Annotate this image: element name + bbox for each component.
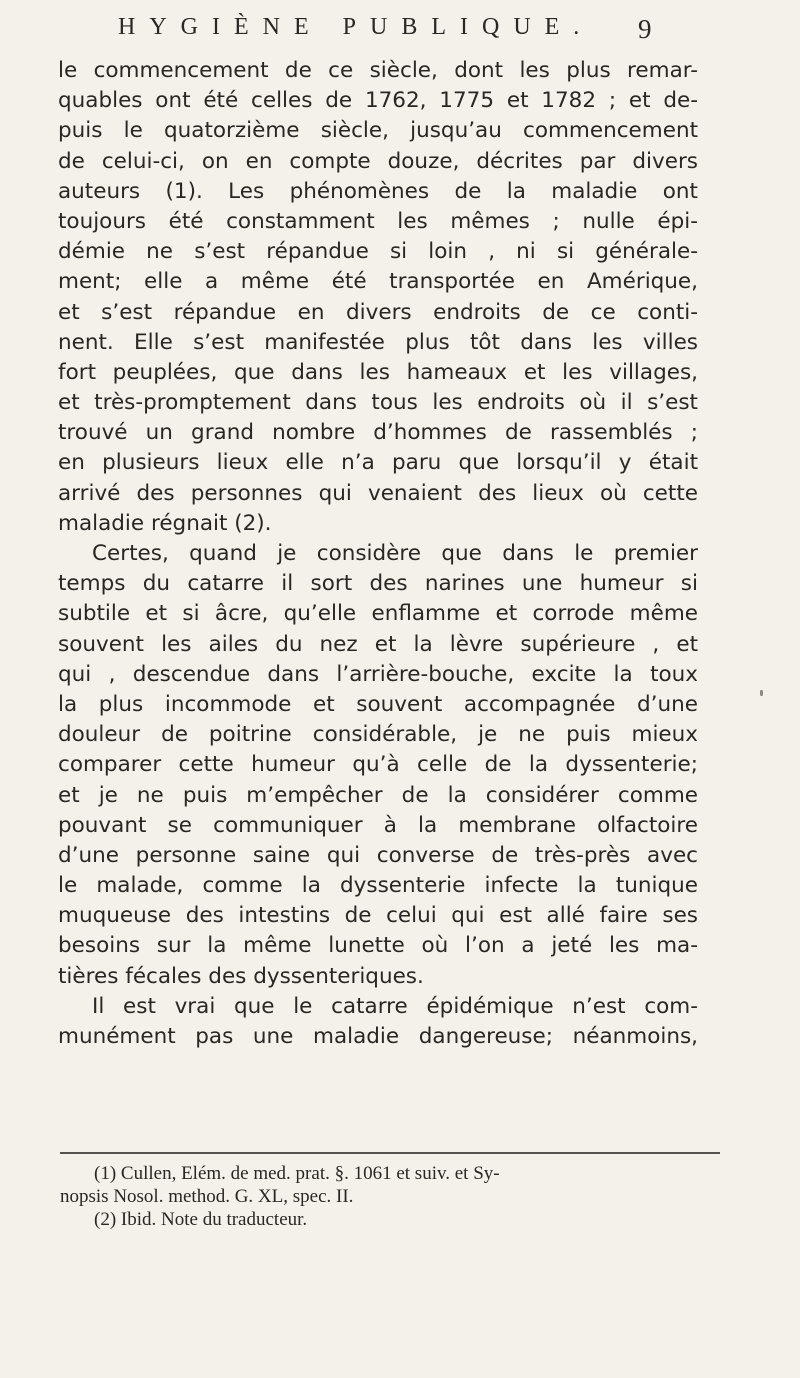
- text-line: comparer cette humeur qu’à celle de la dyssenterie;: [58, 752, 698, 778]
- running-title: HYGIÈNE PUBLIQUE.: [118, 14, 594, 40]
- text-line: de celui-ci, on en compte douze, décrites par divers: [58, 148, 698, 174]
- text-line: et s’est répandue en divers endroits de ce conti-: [58, 299, 698, 325]
- text-line: tières fécales des dyssenteriques.: [58, 963, 424, 989]
- text-line: quables ont été celles de 1762, 1775 et 1782 ; et de-: [58, 88, 698, 114]
- text-line: douleur de poitrine considérable, je ne puis mieux: [58, 722, 698, 748]
- text-line: Il est vrai que le catarre épidémique n’est com-: [92, 993, 698, 1019]
- text-line: trouvé un grand nombre d’hommes de rassemblés ;: [58, 420, 698, 446]
- text-line: puis le quatorzième siècle, jusqu’au commencement: [58, 118, 698, 144]
- text-line: le malade, comme la dyssenterie infecte la tunique: [58, 873, 698, 899]
- footnote-1: (1) Cullen, Elém. de med. prat. §. 1061 et suiv. et Sy-: [94, 1163, 500, 1184]
- text-line: en plusieurs lieux elle n’a paru que lorsqu’il y était: [58, 450, 698, 476]
- text-line: nent. Elle s’est manifestée plus tôt dans les villes: [58, 329, 698, 355]
- text-line: maladie régnait (2).: [58, 510, 272, 536]
- text-line: le commencement de ce siècle, dont les plus remar-: [58, 58, 698, 83]
- text-line: qui , descendue dans l’arrière-bouche, excite la toux: [58, 661, 698, 687]
- text-line: besoins sur la même lunette où l’on a jeté les ma-: [58, 933, 698, 959]
- text-line: temps du catarre il sort des narines une humeur si: [58, 571, 698, 597]
- text-line: arrivé des personnes qui venaient des lieux où cette: [58, 480, 698, 506]
- footnote-2: (2) Ibid. Note du traducteur.: [94, 1209, 308, 1230]
- text-line: Certes, quand je considère que dans le premier: [92, 541, 698, 566]
- text-line: d’une personne saine qui converse de très-près avec: [58, 842, 698, 868]
- text-line: auteurs (1). Les phénomènes de la maladie ont: [58, 178, 698, 204]
- text-line: muqueuse des intestins de celui qui est allé faire ses: [58, 903, 698, 929]
- text-line: et très-promptement dans tous les endroits où il s’est: [58, 390, 698, 416]
- text-line: fort peuplées, que dans les hameaux et les villages,: [58, 359, 698, 385]
- paper-speck: [760, 690, 763, 696]
- page-number: 9: [638, 14, 652, 44]
- text-line: subtile et si âcre, qu’elle enflamme et corrode même: [58, 601, 698, 627]
- footnote-1-continued: nopsis Nosol. method. G. XL, spec. II.: [60, 1186, 354, 1207]
- text-line: pouvant se communiquer à la membrane olfactoire: [58, 812, 698, 838]
- text-line: munément pas une maladie dangereuse; néanmoins,: [58, 1024, 698, 1049]
- text-line: et je ne puis m’empêcher de la considérer comme: [58, 782, 698, 808]
- text-line: ment; elle a même été transportée en Amérique,: [58, 269, 698, 295]
- text-line: souvent les ailes du nez et la lèvre supérieure , et: [58, 631, 698, 657]
- text-line: la plus incommode et souvent accompagnée d’une: [58, 691, 698, 717]
- footnote-rule: [60, 1152, 720, 1154]
- footnotes: [60, 1162, 700, 1231]
- main-text: [58, 56, 698, 1052]
- text-line: toujours été constamment les mêmes ; nulle épi-: [58, 208, 698, 234]
- text-line: démie ne s’est répandue si loin , ni si générale-: [58, 239, 698, 265]
